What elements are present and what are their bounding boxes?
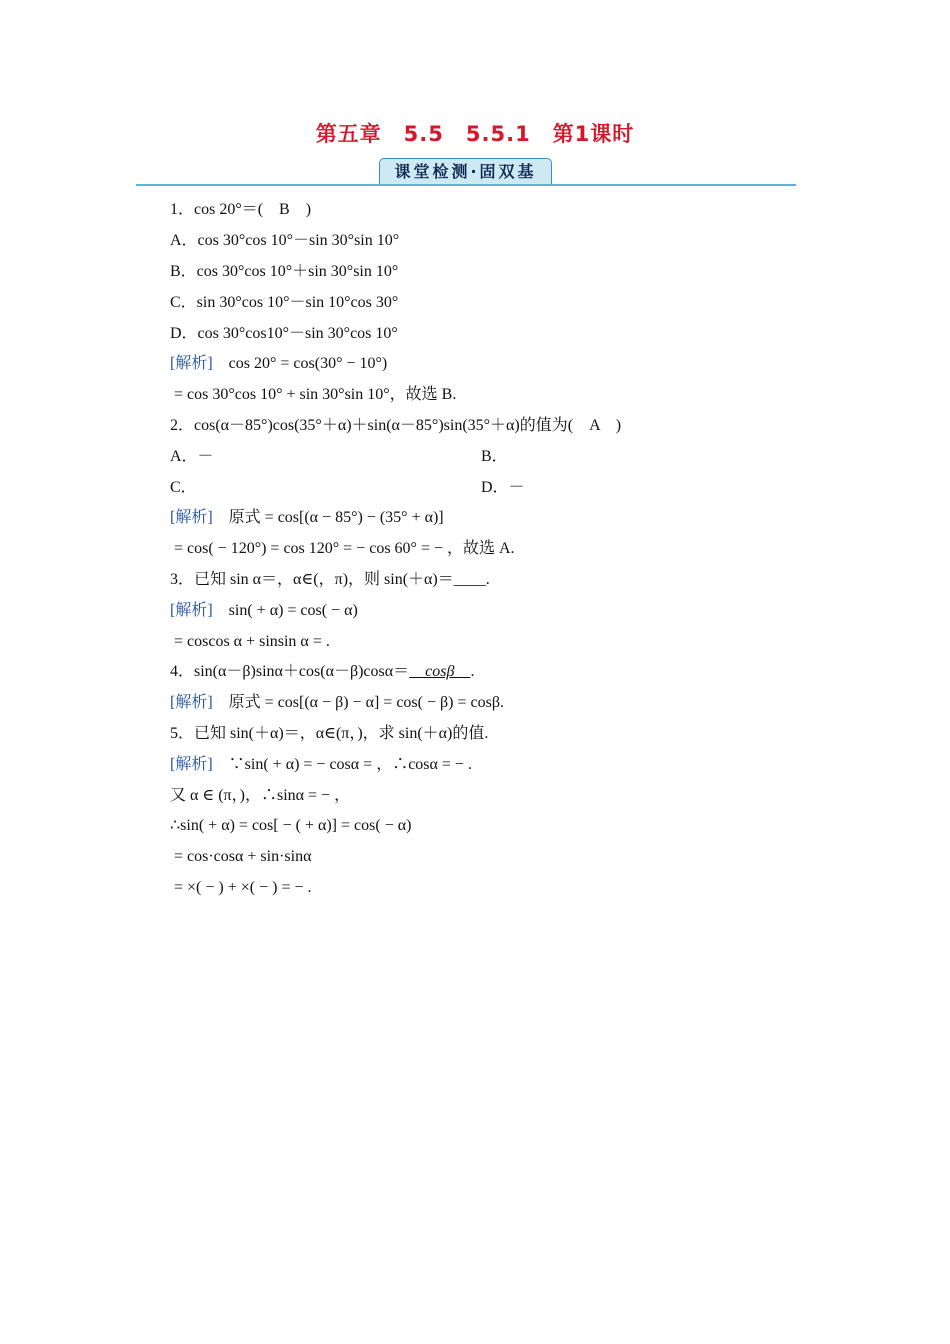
- question-end: .: [470, 663, 475, 680]
- q3-solution-line-1: [170, 601, 358, 621]
- solution-text: sin( + α) = cos( − α): [228, 602, 358, 619]
- q2-solution-line-2: = cos( − 120°) = cos 120° = − cos 60° = − ，故选 A.: [170, 540, 515, 557]
- question-1: 1．cos 20°＝( B ): [170, 201, 312, 218]
- solution-tag: [解析]: [170, 694, 213, 711]
- answer-blank: cosβ: [409, 663, 471, 680]
- q5-solution-line-1: [170, 755, 472, 775]
- q1-option-b: B．cos 30°cos 10°＋sin 30°sin 10°: [170, 263, 399, 280]
- page-title: 第五章 5.5 5.5.1 第1课时: [315, 122, 635, 146]
- question-4: [170, 662, 474, 682]
- q5-solution-line-2: 又 α ∈ (π，)，∴sinα = − ，: [170, 787, 351, 804]
- solution-text: 原式 = cos[(α − 85°) − (35° + α)]: [228, 509, 444, 526]
- solution-tag: [解析]: [170, 602, 213, 619]
- question-2: 2．cos(α－85°)cos(35°＋α)＋sin(α－85°)sin(35°＋α)的值为( A ): [170, 417, 622, 434]
- header-divider: [136, 184, 796, 186]
- solution-text: ∵sin( + α) = − cosα = ，∴cosα = − .: [228, 756, 472, 773]
- question-3: 3．已知 sin α＝，α∈(，π)，则 sin(＋α)＝____.: [170, 571, 490, 588]
- q1-option-c: C．sin 30°cos 10°－sin 10°cos 30°: [170, 294, 399, 311]
- q2-solution-line-1: [170, 508, 444, 528]
- solution-tag: [解析]: [170, 355, 213, 372]
- solution-text: cos 20° = cos(30° − 10°): [228, 355, 388, 372]
- q2-option-a: A．－: [170, 448, 214, 465]
- q1-solution-line-2: = cos 30°cos 10° + sin 30°sin 10°，故选 B.: [170, 386, 457, 403]
- q5-solution-line-3: ∴sin( + α) = cos[ − ( + α)] = cos( − α): [170, 817, 412, 834]
- q3-solution-line-2: = coscos α + sinsin α = .: [170, 633, 330, 650]
- solution-tag: [解析]: [170, 756, 213, 773]
- question-text: 4．sin(α－β)sinα＋cos(α－β)cosα＝: [170, 663, 410, 680]
- solution-tag: [解析]: [170, 509, 213, 526]
- section-badge: 课堂检测·固双基: [379, 158, 552, 184]
- q2-option-c: C．: [170, 479, 197, 496]
- q1-option-d: D．cos 30°cos10°－sin 30°cos 10°: [170, 325, 398, 342]
- q1-solution-line-1: [170, 354, 387, 374]
- q5-solution-line-5: = ×( − ) + ×( − ) = − .: [170, 879, 312, 896]
- q4-solution-line-1: [170, 693, 504, 713]
- q1-option-a: A．cos 30°cos 10°－sin 30°sin 10°: [170, 232, 400, 249]
- solution-text: 原式 = cos[(α − β) − α] = cos( − β) = cosβ.: [228, 694, 504, 711]
- q2-option-d: D．－: [481, 479, 525, 496]
- q2-option-b: B．: [481, 448, 508, 465]
- question-5: 5．已知 sin(＋α)＝，α∈(π，)，求 sin(＋α)的值.: [170, 725, 489, 742]
- q5-solution-line-4: = cos·cosα + sin·sinα: [170, 848, 312, 865]
